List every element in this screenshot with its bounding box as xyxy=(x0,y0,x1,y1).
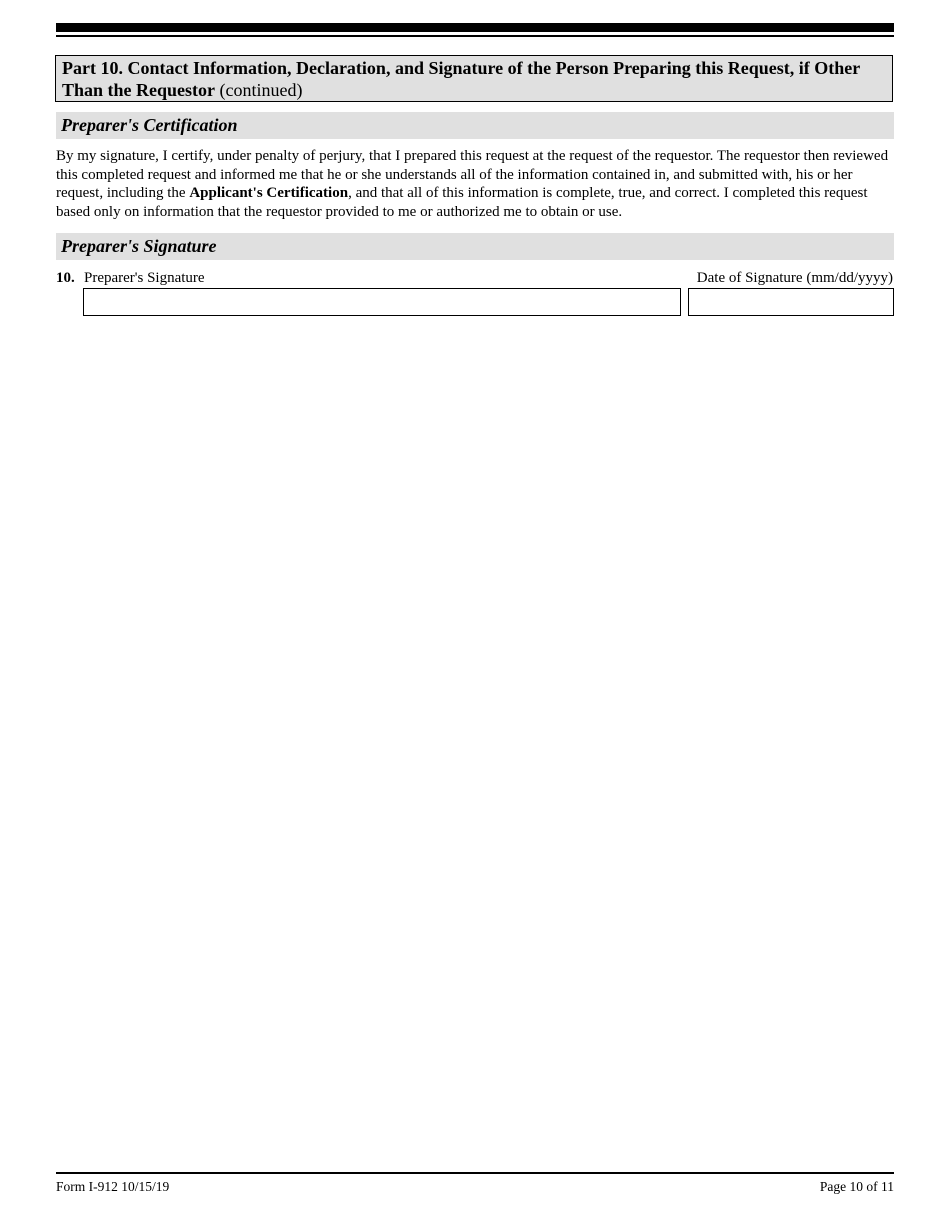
part-10-header xyxy=(55,55,893,102)
header-rule-thick xyxy=(56,23,894,32)
preparer-certification-heading: Preparer's Certification xyxy=(61,115,238,135)
signature-label: Preparer's Signature xyxy=(84,270,205,286)
certification-text-part2: , and that all of this information is complete, true, and correct. I completed this request based only on information that the requestor provided to me or authorized me to obtain or use. xyxy=(56,185,868,220)
preparer-signature-heading: Preparer's Signature xyxy=(61,236,217,256)
form-id: Form I-912 10/15/19 xyxy=(56,1179,170,1194)
date-of-signature-label: Date of Signature (mm/dd/yyyy) xyxy=(696,270,893,286)
part-10-title xyxy=(62,57,896,101)
certification-text-bold: Applicant's Certification xyxy=(189,185,349,201)
part-10-title-line2: Than the Requestor xyxy=(62,80,216,100)
preparer-certification-text xyxy=(56,147,901,221)
date-of-signature-field[interactable] xyxy=(688,288,894,316)
preparer-certification-band xyxy=(56,112,894,139)
preparer-signature-field[interactable] xyxy=(83,288,681,316)
certification-text-part1: By my signature, I certify, under penalty of perjury, that I prepared this request at the request of the requestor. The requestor then reviewed this completed request and informed me that he or she understands all of the information contained in, and submitted with, his or her request, including the xyxy=(56,148,889,201)
preparer-signature-band xyxy=(56,233,894,260)
page-number: Page 10 of 11 xyxy=(819,1179,894,1194)
part-10-title-line1: Part 10. Contact Information, Declaration, and Signature of the Person Preparing this Request, if Other xyxy=(62,58,861,78)
part-10-title-suffix: (continued) xyxy=(219,80,303,100)
header-rule-thin xyxy=(56,35,894,37)
footer-rule xyxy=(56,1172,894,1174)
item-number: 10. xyxy=(56,270,75,286)
